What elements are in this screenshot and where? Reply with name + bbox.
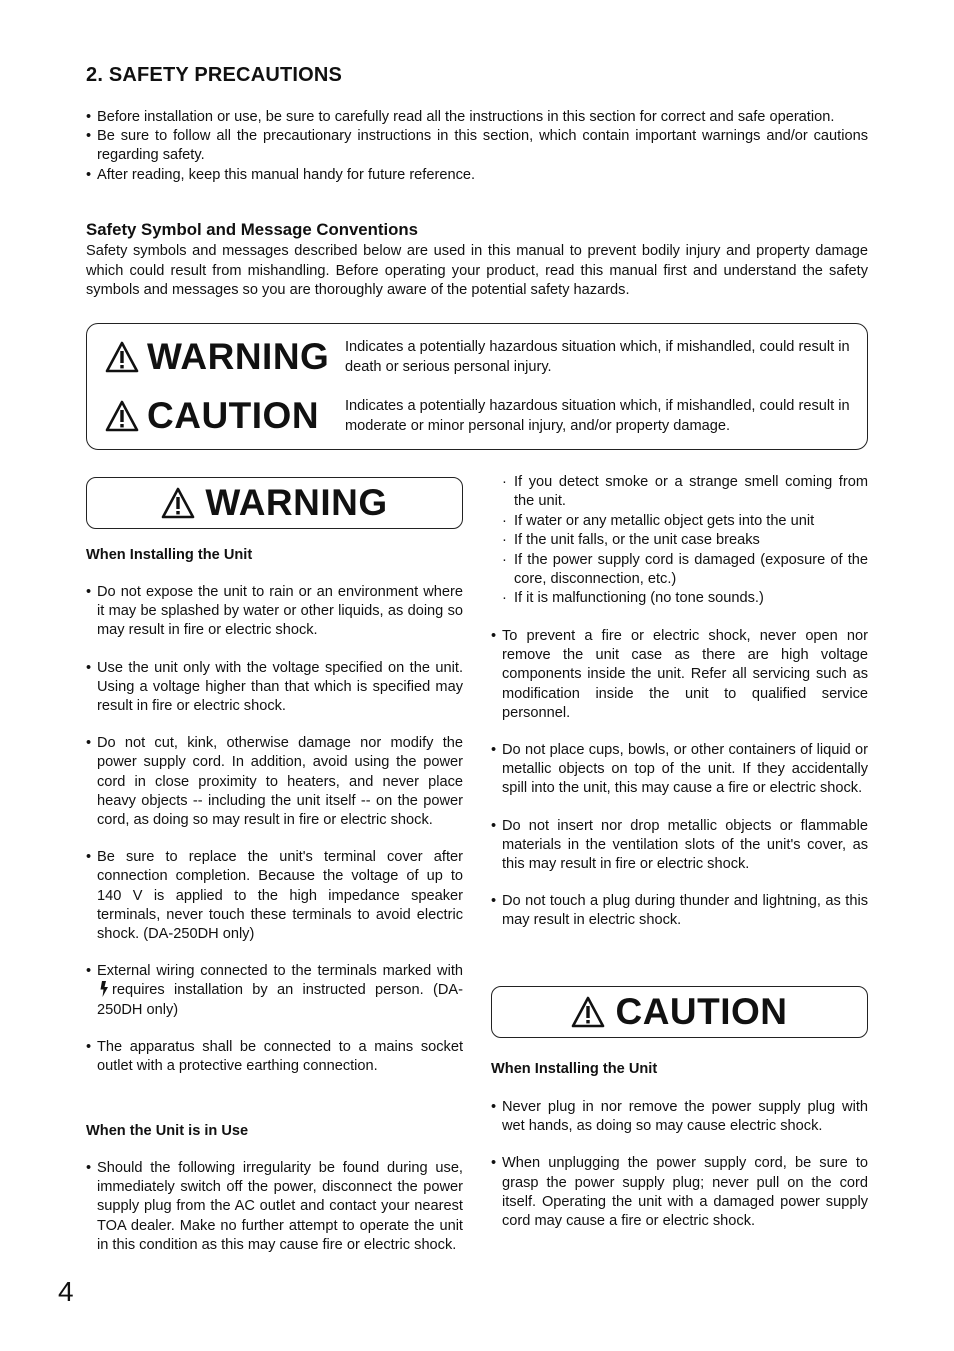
list-item: • The apparatus shall be connected to a mains socket outlet with a protective earthing connection. — [86, 1038, 463, 1076]
intro-bullet: • Be sure to follow all the precautionary instructions in this section, which contain important warnings and/or cautions regarding safety. — [86, 127, 868, 165]
warning-triangle-icon — [571, 996, 605, 1028]
intro-list — [86, 108, 868, 185]
conventions-text: Safety symbols and messages described below are used in this manual to prevent bodily injury and property damage which could result from mishandling. Before operating your product, read this manual first and understand the safety symbols and messages so you are thoroughly aware of the potential safety hazards. — [86, 243, 868, 299]
legend-warning-signal — [105, 336, 329, 378]
irregularities-list — [502, 473, 868, 609]
list-item: • Do not place cups, bowls, or other containers of liquid or metallic objects on top of the unit. If they accidentally spill into the unit, this may cause a fire or electric shock. — [491, 741, 868, 799]
list-item: • Do not cut, kink, otherwise damage nor modify the power supply cord. In addition, avoid using the power cord in close proximity to heaters, and never place heavy objects -- including the unit itself -- on the power cord, as doing so may result in fire or electric shock. — [86, 734, 463, 830]
list-item: • Never plug in nor remove the power supply plug with wet hands, as doing so may cause electric shock. — [491, 1098, 868, 1136]
list-item: • Should the following irregularity be found during use, immediately switch off the power, disconnect the power supply plug from the AC outlet and contact your nearest TOA dealer. Make no further attempt to operate the unit in this condition as this may cause fire or electric shock. — [86, 1159, 463, 1255]
wiring-text-end: requires installation by an instructed person. (DA-250DH only) — [97, 982, 463, 1018]
warning-installing-list — [86, 583, 463, 1094]
list-item: · If water or any metallic object gets into the unit — [502, 512, 868, 531]
page-number: 4 — [58, 1276, 74, 1307]
list-item: • Use the unit only with the voltage specified on the unit. Using a voltage higher than that which is specified may result in fire or electric shock. — [86, 659, 463, 717]
list-item: • When unplugging the power supply cord, be sure to grasp the power supply plug; never pull on the cord itself. Operating the unit with a damaged power supply cord may cause a fire or electric shock. — [491, 1154, 868, 1231]
caution-list — [491, 1098, 868, 1249]
legend-caution-text: Indicates a potentially hazardous situation which, if mishandled, could result in moderate or minor personal injury, and/or property damage. — [345, 398, 850, 434]
warning-installing-heading: When Installing the Unit — [86, 547, 253, 563]
legend-caution-label: CAUTION — [147, 395, 320, 436]
warning-triangle-icon — [161, 487, 195, 519]
list-item: · If it is malfunctioning (no tone sounds.) — [502, 589, 868, 608]
warning-more-list — [491, 627, 868, 949]
legend-warning-text: Indicates a potentially hazardous situation which, if mishandled, could result in death or serious personal injury. — [345, 339, 850, 375]
warning-section-header — [86, 477, 463, 529]
list-item: · If the unit falls, or the unit case breaks — [502, 531, 868, 550]
conventions-title: Safety Symbol and Message Conventions — [86, 220, 418, 239]
warning-triangle-icon — [105, 341, 139, 373]
legend-warning-label: WARNING — [147, 336, 330, 377]
caution-section-header — [491, 986, 868, 1038]
list-item — [86, 962, 463, 1020]
warning-in-use-list — [86, 1159, 463, 1273]
page-title: 2. SAFETY PRECAUTIONS — [86, 64, 343, 86]
list-item: · If the power supply cord is damaged (exposure of the core, disconnection, etc.) — [502, 551, 868, 590]
list-item: · If you detect smoke or a strange smell coming from the unit. — [502, 473, 868, 512]
warning-section-label: WARNING — [205, 482, 388, 523]
wiring-text-start: External wiring connected to the terminals marked with — [97, 963, 463, 980]
intro-bullet: • After reading, keep this manual handy for future reference. — [86, 166, 868, 185]
warning-in-use-heading: When the Unit is in Use — [86, 1123, 249, 1139]
list-item: • Do not insert nor drop metallic objects or flammable materials in the ventilation slots of the unit's cover, as this may result in fire or electric shock. — [491, 817, 868, 875]
hazardous-live-bolt-icon — [100, 981, 109, 997]
list-item: • To prevent a fire or electric shock, never open nor remove the unit case as there are high voltage components inside the unit. Refer all servicing such as modification inside the unit to qualified service personnel. — [491, 627, 868, 723]
warning-triangle-icon — [105, 400, 139, 432]
symbol-legend-box — [86, 323, 868, 450]
intro-bullet: • Before installation or use, be sure to carefully read all the instructions in this section for correct and safe operation. — [86, 108, 868, 127]
list-item: • Be sure to replace the unit's terminal cover after connection completion. Because the voltage of up to 140 V is applied to the high impedance speaker terminals, never touch these terminals to avoid electric shock. (DA-250DH only) — [86, 848, 463, 944]
list-item: • Do not touch a plug during thunder and lightning, as this may result in electric shock. — [491, 892, 868, 930]
caution-section-label: CAUTION — [615, 991, 788, 1032]
list-item: • Do not expose the unit to rain or an environment where it may be splashed by water or other liquids, as doing so may result in fire or electric shock. — [86, 583, 463, 641]
caution-installing-heading: When Installing the Unit — [491, 1061, 658, 1077]
legend-caution-signal — [105, 395, 319, 437]
